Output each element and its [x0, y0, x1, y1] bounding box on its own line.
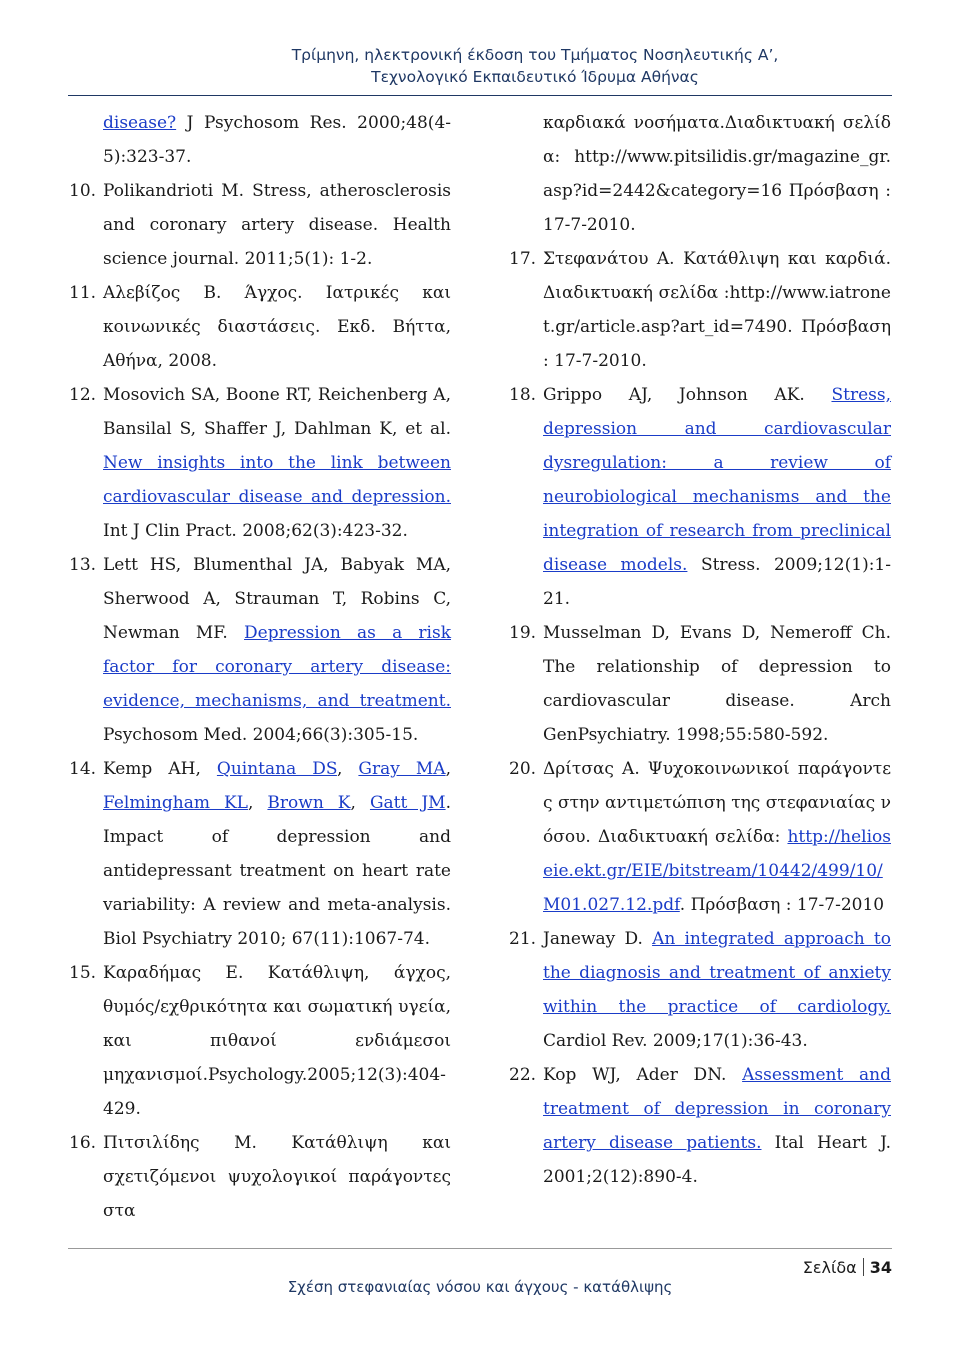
reference-number: 12. — [69, 385, 97, 405]
reference-link[interactable]: disease? — [103, 113, 177, 133]
reference-author: Kemp AH, — [103, 759, 217, 779]
left-column — [69, 106, 451, 1228]
reference-17 — [509, 242, 891, 378]
author-link[interactable]: Gatt JM — [369, 793, 446, 813]
reference-number: 16. — [69, 1133, 97, 1153]
header-line-1: Τρίμηνη, ηλεκτρονική έκδοση του Τμήματος Νοσηλευτικής Α’, — [291, 46, 779, 64]
reference-text: J Psychosom Res. 2000;48(4-5):323-37. — [103, 113, 451, 167]
reference-number: 13. — [69, 555, 97, 575]
reference-15 — [69, 956, 451, 1126]
reference-16-continued — [543, 106, 891, 242]
reference-19 — [509, 616, 891, 752]
page-number — [803, 1258, 892, 1277]
reference-number: 11. — [69, 283, 97, 303]
reference-text: Στεφανάτου Α. Κατάθλιψη και καρδιά. Διαδικτυακή σελίδα :http://www.iatronet.gr/article.asp?art_id=7490. Πρόσβαση : 17-7-2010. — [543, 249, 891, 371]
page-header — [0, 44, 960, 88]
author-link[interactable]: Felmingham KL — [103, 793, 248, 813]
reference-number: 20. — [509, 759, 537, 779]
reference-11 — [69, 276, 451, 378]
reference-text: Polikandrioti M. Stress, atherosclerosis and coronary artery disease. Health science journal. 2011;5(1): 1-2. — [103, 181, 451, 269]
footer-title: Σχέση στεφανιαίας νόσου και άγχους - κατάθλιψης — [287, 1278, 673, 1296]
reference-9-continued — [103, 106, 451, 174]
reference-text: καρδιακά νοσήματα.Διαδικτυακή σελίδα: http://www.pitsilidis.gr/magazine_gr.asp?id=2442&category=16 Πρόσβαση : 17-7-2010. — [543, 113, 891, 235]
reference-number: 15. — [69, 963, 97, 983]
reference-16 — [69, 1126, 451, 1228]
reference-text: Musselman D, Evans D, Nemeroff Ch. The relationship of depression to cardiovascular disease. Arch GenPsychiatry. 1998;55:580-592. — [543, 623, 891, 745]
reference-10 — [69, 174, 451, 276]
reference-link[interactable]: http://helioseie.ekt.gr/EIE/bitstream/10442/499/10/M01.027.12.pdf — [543, 827, 891, 915]
separator: , — [336, 759, 359, 779]
reference-source: Int J Clin Pract. 2008;62(3):423-32. — [103, 521, 408, 541]
separator: , — [350, 793, 370, 813]
page-number-value: 34 — [869, 1258, 892, 1277]
reference-source: . Impact of depression and antidepressant treatment on heart rate variability: A review and meta-analysis. Biol Psychiatry 2010; 67(11):1067-74. — [103, 793, 451, 949]
reference-18 — [509, 378, 891, 616]
footer-divider — [68, 1248, 892, 1249]
page-label: Σελίδα — [802, 1258, 857, 1277]
reference-13 — [69, 548, 451, 752]
right-column — [509, 106, 891, 1194]
reference-number: 14. — [69, 759, 97, 779]
reference-number: 18. — [509, 385, 537, 405]
reference-number: 22. — [509, 1065, 537, 1085]
reference-21 — [509, 922, 891, 1058]
reference-source: Ital Heart J. 2001;2(12):890-4. — [543, 1133, 891, 1187]
page-separator — [863, 1258, 864, 1276]
reference-text: Αλεβίζος Β. Άγχος. Ιατρικές και κοινωνικές διαστάσεις. Εκδ. Βήττα, Αθήνα, 2008. — [103, 283, 451, 371]
reference-14 — [69, 752, 451, 956]
reference-link[interactable]: Stress, depression and cardiovascular dysregulation: a review of neurobiological mechanisms and the integration of research from preclinical disease models. — [543, 385, 891, 575]
reference-20 — [509, 752, 891, 922]
reference-source: . Πρόσβαση : 17-7-2010 — [679, 895, 885, 915]
reference-authors: Lett HS, Blumenthal JA, Babyak MA, Sherwood A, Strauman T, Robins C, Newman MF. — [103, 555, 451, 643]
reference-number: 17. — [509, 249, 537, 269]
author-link[interactable]: Quintana DS — [216, 759, 337, 779]
reference-number: 19. — [509, 623, 537, 643]
reference-authors: Kop WJ, Ader DN. — [543, 1065, 743, 1085]
author-link[interactable]: Brown K — [267, 793, 351, 813]
reference-source: Stress. 2009;12(1):1-21. — [543, 555, 891, 609]
reference-number: 10. — [69, 181, 97, 201]
reference-link[interactable]: New insights into the link between cardiovascular disease and depression. — [103, 453, 451, 507]
reference-authors: Mosovich SA, Boone RT, Reichenberg A, Bansilal S, Shaffer J, Dahlman K, et al. — [103, 385, 451, 439]
header-divider — [68, 95, 892, 96]
reference-authors: Janeway D. — [543, 929, 653, 949]
header-line-2: Τεχνολογικό Εκπαιδευτικό Ίδρυμα Αθήνας — [371, 68, 699, 86]
author-link[interactable]: Gray MA — [358, 759, 446, 779]
separator: , — [445, 759, 451, 779]
reference-link[interactable]: An integrated approach to the diagnosis and treatment of anxiety within the practice of cardiology. — [543, 929, 891, 1017]
reference-text: Καραδήμας Ε. Κατάθλιψη, άγχος, θυμός/εχθρικότητα και σωματική υγεία, και πιθανοί ενδιάμεσοι μηχανισμοί.Psychology.2005;12(3):404-429. — [103, 963, 451, 1119]
reference-12 — [69, 378, 451, 548]
separator: , — [247, 793, 268, 813]
reference-text: Πιτσιλίδης Μ. Κατάθλιψη και σχετιζόμενοι ψυχολογικοί παράγοντες στα — [103, 1133, 451, 1221]
reference-authors: Δρίτσας Α. Ψυχοκοινωνικοί παράγοντες στην αντιμετώπιση της στεφανιαίας νόσου. Διαδικτυακή σελίδα: — [543, 759, 891, 847]
reference-link[interactable]: Depression as a risk factor for coronary artery disease: evidence, mechanisms, and treatment. — [103, 623, 451, 711]
reference-link[interactable]: Assessment and treatment of depression in coronary artery disease patients. — [543, 1065, 891, 1153]
reference-source: Psychosom Med. 2004;66(3):305-15. — [103, 725, 419, 745]
reference-22 — [509, 1058, 891, 1194]
reference-authors: Grippo AJ, Johnson AK. — [543, 385, 832, 405]
reference-number: 21. — [509, 929, 537, 949]
reference-source: Cardiol Rev. 2009;17(1):36-43. — [543, 1031, 808, 1051]
